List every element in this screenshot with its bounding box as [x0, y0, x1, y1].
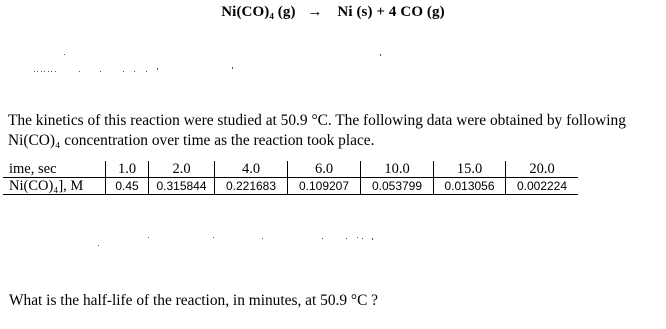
- time-row: [3, 161, 578, 178]
- concentration-header: Ni(CO)₄], M: [3, 178, 106, 195]
- time-cell: 15.0: [434, 161, 506, 178]
- concentration-row: [3, 178, 578, 195]
- intro-line-2: Ni(CO)₄ concentration over time as the reaction took place.: [8, 132, 375, 149]
- question-text: What is the half-life of the reaction, in minutes, at 50.9 °C ?: [9, 292, 379, 309]
- concentration-cell: 0.013056: [434, 178, 506, 195]
- time-cell: 2.0: [149, 161, 215, 178]
- intro-paragraph: [8, 111, 658, 151]
- kinetics-data-table: [3, 161, 578, 195]
- concentration-cell: 0.45: [106, 178, 149, 195]
- reaction-arrow: →: [307, 4, 323, 20]
- time-cell: 4.0: [215, 161, 288, 178]
- concentration-cell: 0.053799: [361, 178, 434, 195]
- equation-reactant: Ni(CO)₄ (g): [221, 4, 296, 20]
- time-cell: 20.0: [506, 161, 579, 178]
- time-header: ime, sec: [3, 161, 106, 178]
- concentration-cell: 0.109207: [288, 178, 361, 195]
- concentration-cell: 0.002224: [506, 178, 579, 195]
- intro-line-1: The kinetics of this reaction were studied at 50.9 °C. The following data were obtained by following: [8, 112, 626, 129]
- equation-products: Ni (s) + 4 CO (g): [337, 4, 445, 20]
- time-cell: 6.0: [288, 161, 361, 178]
- time-cell: 1.0: [106, 161, 149, 178]
- time-cell: 10.0: [361, 161, 434, 178]
- concentration-cell: 0.315844: [149, 178, 215, 195]
- reaction-equation: [0, 4, 666, 21]
- concentration-cell: 0.221683: [215, 178, 288, 195]
